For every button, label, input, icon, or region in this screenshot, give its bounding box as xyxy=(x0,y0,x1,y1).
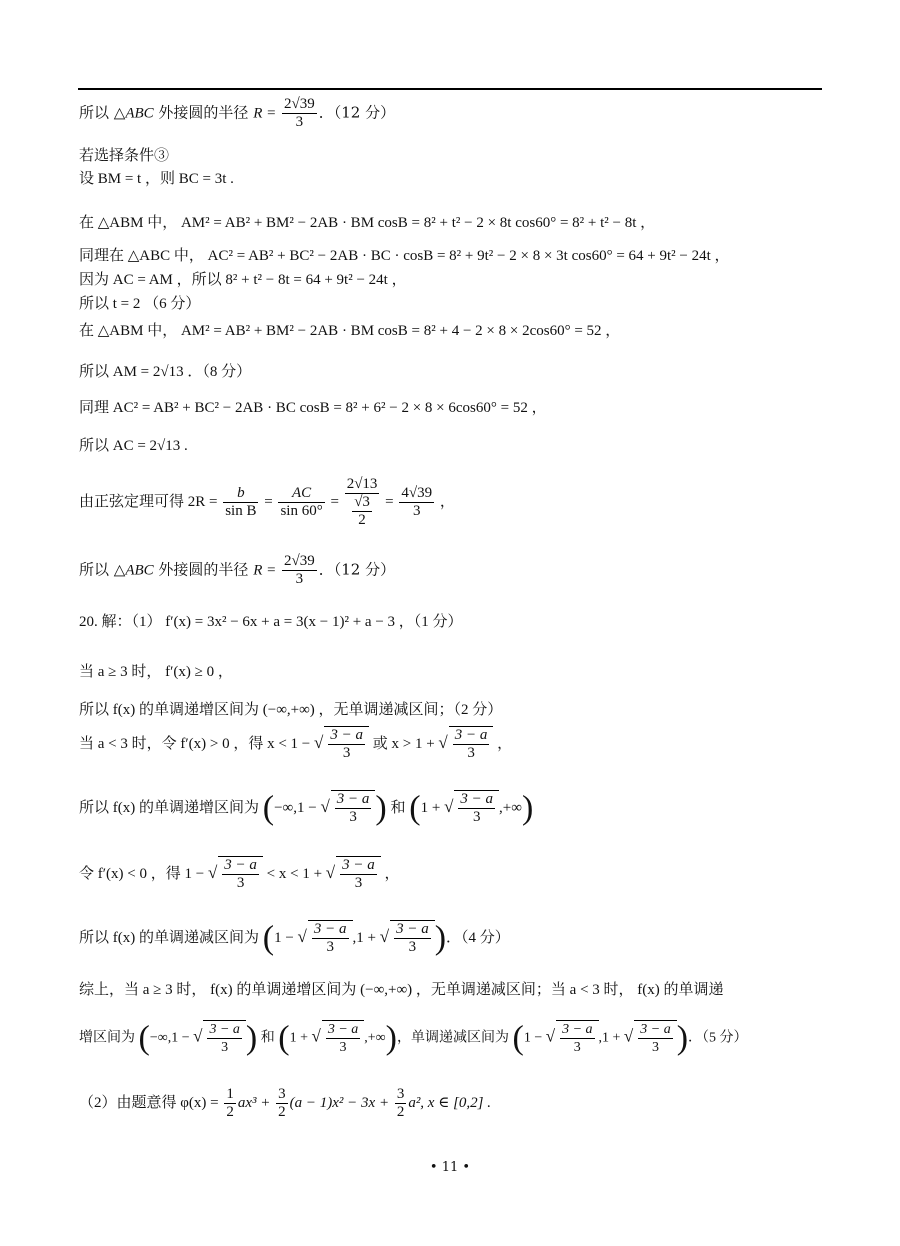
numerator: 3 − a xyxy=(330,727,363,743)
numerator: 3 − a xyxy=(454,727,488,743)
fraction xyxy=(328,727,365,762)
triangle: △ABC xyxy=(113,562,154,579)
text: ．（12 分） xyxy=(318,103,396,122)
paren: ) xyxy=(521,789,534,827)
radius-lhs: R = xyxy=(253,105,280,122)
sqrt-sign: √ xyxy=(297,926,307,946)
numerator: 3 − a xyxy=(313,921,347,937)
radical xyxy=(634,1020,676,1056)
numerator: 2√39 xyxy=(284,553,315,569)
text: 设 BM = t ，则 BC = 3t . xyxy=(79,171,234,187)
text: 所以 xyxy=(79,560,114,579)
text: 当 a < 3 时，令 f′(x) > 0 ，得 x < 1 − xyxy=(79,735,315,752)
line-a-lt-3 xyxy=(79,726,512,762)
numerator: 1 xyxy=(226,1086,234,1102)
line-ac-value xyxy=(79,436,188,456)
text: ,+∞ xyxy=(499,799,522,816)
triangle: △ABC xyxy=(113,105,154,122)
line-f-prime-neg xyxy=(79,856,400,892)
radical xyxy=(454,790,499,826)
text: (a − 1)x² − 3x + xyxy=(289,1094,393,1111)
sqrt-sign: √ xyxy=(207,862,218,882)
numerator: b xyxy=(223,485,258,503)
radical xyxy=(218,856,263,892)
fraction xyxy=(207,1021,241,1056)
denominator: 2 xyxy=(278,1104,286,1120)
numerator: 3 − a xyxy=(640,1022,671,1037)
text: 外接圆的半径 xyxy=(153,103,254,122)
fraction xyxy=(312,921,349,956)
fraction xyxy=(326,1021,360,1056)
sqrt-sign: √ xyxy=(193,1026,203,1046)
sqrt-sign: √ xyxy=(320,796,330,816)
text: 所以 f(x) 的单调递减区间为 xyxy=(79,929,263,946)
radical xyxy=(308,920,353,956)
radical xyxy=(449,726,494,762)
line-ac-cos xyxy=(79,398,547,418)
fraction xyxy=(282,553,317,588)
line-ac-am xyxy=(79,270,407,290)
fraction xyxy=(224,1086,236,1121)
line-summary-intervals xyxy=(79,1020,748,1056)
text: 所以 t = 2 （6 分） xyxy=(79,296,201,312)
sqrt-sign: √ xyxy=(379,926,390,946)
fraction xyxy=(278,485,324,520)
numerator: 3 − a xyxy=(327,1022,359,1037)
text: ，单调递减区间为 xyxy=(396,1030,513,1046)
fraction xyxy=(282,96,317,131)
line-increasing-all xyxy=(79,700,502,720)
radical xyxy=(324,726,369,762)
line-abm-52 xyxy=(79,321,620,341)
text: ,+∞ xyxy=(364,1030,386,1046)
sqrt-sign: √ xyxy=(444,796,454,816)
fraction xyxy=(458,791,495,826)
sqrt-sign: √ xyxy=(311,1026,321,1046)
sqrt-sign: √ xyxy=(623,1026,634,1046)
paren: ( xyxy=(138,1019,150,1057)
fraction xyxy=(340,857,377,892)
line-q20-derivative xyxy=(79,612,463,632)
text: 同理 AC² = AB² + BC² − 2AB · BC cosB = 8² + 6² − 2 × 8 × 6cos60° = 52 ， xyxy=(79,400,547,416)
sqrt-sign: √ xyxy=(314,732,324,752)
paren: ( xyxy=(512,1019,524,1057)
denominator: 3 xyxy=(295,571,304,587)
text: 和 xyxy=(257,1030,279,1046)
sqrt-sign: √ xyxy=(545,1026,556,1046)
text: 1 − xyxy=(523,1030,546,1046)
numerator: 3 − a xyxy=(562,1022,593,1037)
text: 1 − xyxy=(274,929,298,946)
paren: ( xyxy=(262,919,275,957)
denominator: sin 60° xyxy=(280,503,323,519)
line-t-value xyxy=(79,294,200,314)
denominator: 3 xyxy=(236,875,245,891)
text: 令 f′(x) < 0 ，得 1 − xyxy=(79,865,208,882)
text: 若选择条件③ xyxy=(79,146,170,164)
denominator: 3 xyxy=(295,114,304,130)
denominator: 3 xyxy=(339,1040,347,1055)
text: ．（12 分） xyxy=(318,560,396,579)
numerator: 3 xyxy=(396,1086,405,1102)
denominator xyxy=(345,494,380,529)
numerator: 3 − a xyxy=(224,857,257,873)
numerator: 3 xyxy=(278,1086,286,1102)
text: ,1 + xyxy=(352,929,380,946)
text: −∞,1 − xyxy=(274,799,321,816)
fraction xyxy=(223,485,258,520)
text: < x < 1 + xyxy=(262,865,326,882)
text: −∞,1 − xyxy=(149,1030,194,1046)
denominator: 3 xyxy=(467,745,475,761)
text: ， xyxy=(380,865,400,882)
denominator: 2 xyxy=(358,512,366,528)
denominator: 3 xyxy=(221,1040,229,1055)
numerator: 3 − a xyxy=(396,921,429,937)
denominator: 3 xyxy=(342,745,351,761)
denominator: 3 xyxy=(408,939,417,955)
line-condition-3 xyxy=(79,145,169,165)
radical xyxy=(203,1020,245,1056)
line-decreasing-interval xyxy=(79,920,510,956)
radical xyxy=(336,856,381,892)
numerator: 3 − a xyxy=(460,791,494,807)
radical xyxy=(390,920,435,956)
line-sine-law: 由正弦定理可得 2R = $\frac{b}{\text{sin B}}$ = $\frac{AC}{\sin 60^\circ}$ = $\frac{2√13}{\frac{√3}{2}}$ = $\frac{4√39}{3}$ ， xyxy=(79,476,455,528)
fraction xyxy=(276,1086,288,1121)
text: 综上，当 a ≥ 3 时， f(x) 的单调递增区间为 (−∞,+∞) ，无单调递减区间；当 a < 3 时， f(x) 的单调递 xyxy=(79,982,724,998)
denominator: 2 xyxy=(226,1104,234,1120)
line-radius-2 xyxy=(79,553,395,588)
text: 所以 f(x) 的单调递增区间为 (−∞,+∞) ，无单调递减区间；（2 分） xyxy=(79,702,503,718)
denominator: 3 xyxy=(326,939,334,955)
paren: ( xyxy=(262,789,275,827)
line-a-ge-3 xyxy=(79,662,233,682)
numerator: 2√39 xyxy=(284,96,315,112)
text: ．（5 分） xyxy=(688,1030,748,1046)
denominator: 3 xyxy=(472,809,481,825)
text: ,1 + xyxy=(598,1030,624,1046)
denominator: 3 xyxy=(573,1040,581,1055)
fraction xyxy=(395,1086,407,1121)
text: 所以 f(x) 的单调递增区间为 xyxy=(79,799,263,816)
sqrt-sign: √ xyxy=(325,862,336,882)
denominator: 3 xyxy=(349,809,357,825)
denominator: 3 xyxy=(651,1040,659,1055)
line-abm-cos xyxy=(79,213,655,233)
numerator: 2√13 xyxy=(346,476,378,492)
line-am-value xyxy=(79,362,251,382)
numerator: AC xyxy=(278,485,324,503)
text: 1 + xyxy=(420,799,445,816)
paren: ( xyxy=(409,789,421,827)
radius-lhs: R = xyxy=(253,562,280,579)
paren: ) xyxy=(245,1019,258,1057)
text: 所以 AM = 2√13 ．（8 分） xyxy=(79,364,252,380)
text: 所以 xyxy=(79,103,114,122)
numerator: 3 − a xyxy=(336,791,370,807)
numerator: √3 xyxy=(354,494,370,510)
numerator: 4√39 xyxy=(401,485,433,501)
text: 20. 解：（1） f′(x) = 3x² − 6x + a = 3(x − 1)² + a − 3 ，（1 分） xyxy=(79,614,463,630)
text: ．（4 分） xyxy=(446,929,510,946)
paren: ) xyxy=(434,919,447,957)
text: （2）由题意得 φ(x) = xyxy=(79,1094,223,1111)
header-rule xyxy=(78,88,822,90)
fraction xyxy=(453,727,490,762)
text: 当 a ≥ 3 时， f′(x) ≥ 0 ， xyxy=(79,664,233,680)
fraction xyxy=(335,791,372,826)
text: 所以 AC = 2√13 . xyxy=(79,438,188,454)
fraction xyxy=(394,921,431,956)
fraction xyxy=(222,857,259,892)
fraction xyxy=(560,1021,594,1056)
text: ， xyxy=(493,735,513,752)
text: 外接圆的半径 xyxy=(153,560,254,579)
text: ax³ + xyxy=(237,1094,275,1111)
numerator: 3 − a xyxy=(342,857,375,873)
fraction xyxy=(399,485,434,520)
text: 增区间为 xyxy=(79,1030,139,1046)
compound-fraction xyxy=(345,476,380,529)
text: 在 △ABM 中， AM² = AB² + BM² − 2AB · BM cosB = 8² + 4 − 2 × 8 × 2cos60° = 52 ， xyxy=(79,323,621,339)
radical xyxy=(331,790,376,826)
text: 由正弦定理可得 2R = xyxy=(79,493,222,510)
paren: ) xyxy=(375,789,387,827)
denominator: 3 xyxy=(354,875,363,891)
denominator: 3 xyxy=(413,503,421,519)
line-summary xyxy=(79,980,724,1000)
text: 因为 AC = AM ，所以 8² + t² − 8t = 64 + 9t² − 24t ， xyxy=(79,272,407,288)
text: ， xyxy=(436,493,455,510)
numerator: 3 − a xyxy=(209,1022,240,1037)
line-part-2 xyxy=(79,1086,491,1121)
text: 或 x > 1 + xyxy=(368,735,439,752)
text: 同理在 △ABC 中， AC² = AB² + BC² − 2AB · BC · cosB = 8² + 9t² − 2 × 8 × 3t cos60° = 64 + 9t² − 24t ， xyxy=(79,248,730,264)
radical xyxy=(322,1020,364,1056)
page-number: • 11 • xyxy=(429,1160,471,1175)
line-radius-1 xyxy=(79,96,395,131)
fraction xyxy=(638,1021,672,1056)
paren: ) xyxy=(676,1019,689,1057)
text: 1 + xyxy=(289,1030,312,1046)
text: a², x ∈ [0,2] . xyxy=(408,1094,491,1111)
denominator: 2 xyxy=(396,1104,405,1120)
text: 在 △ABM 中， AM² = AB² + BM² − 2AB · BM cosB = 8² + t² − 2 × 8t cos60° = 8² + t² − 8t ， xyxy=(79,215,656,231)
line-increasing-interval xyxy=(79,790,533,826)
denominator: sin B xyxy=(225,503,257,519)
fraction xyxy=(352,494,372,529)
paren: ) xyxy=(385,1019,397,1057)
line-set-bm xyxy=(79,169,234,189)
radical xyxy=(556,1020,598,1056)
text: 和 xyxy=(386,799,410,816)
paren: ( xyxy=(278,1019,290,1057)
line-abc-cos xyxy=(79,246,730,266)
sqrt-sign: √ xyxy=(438,732,448,752)
